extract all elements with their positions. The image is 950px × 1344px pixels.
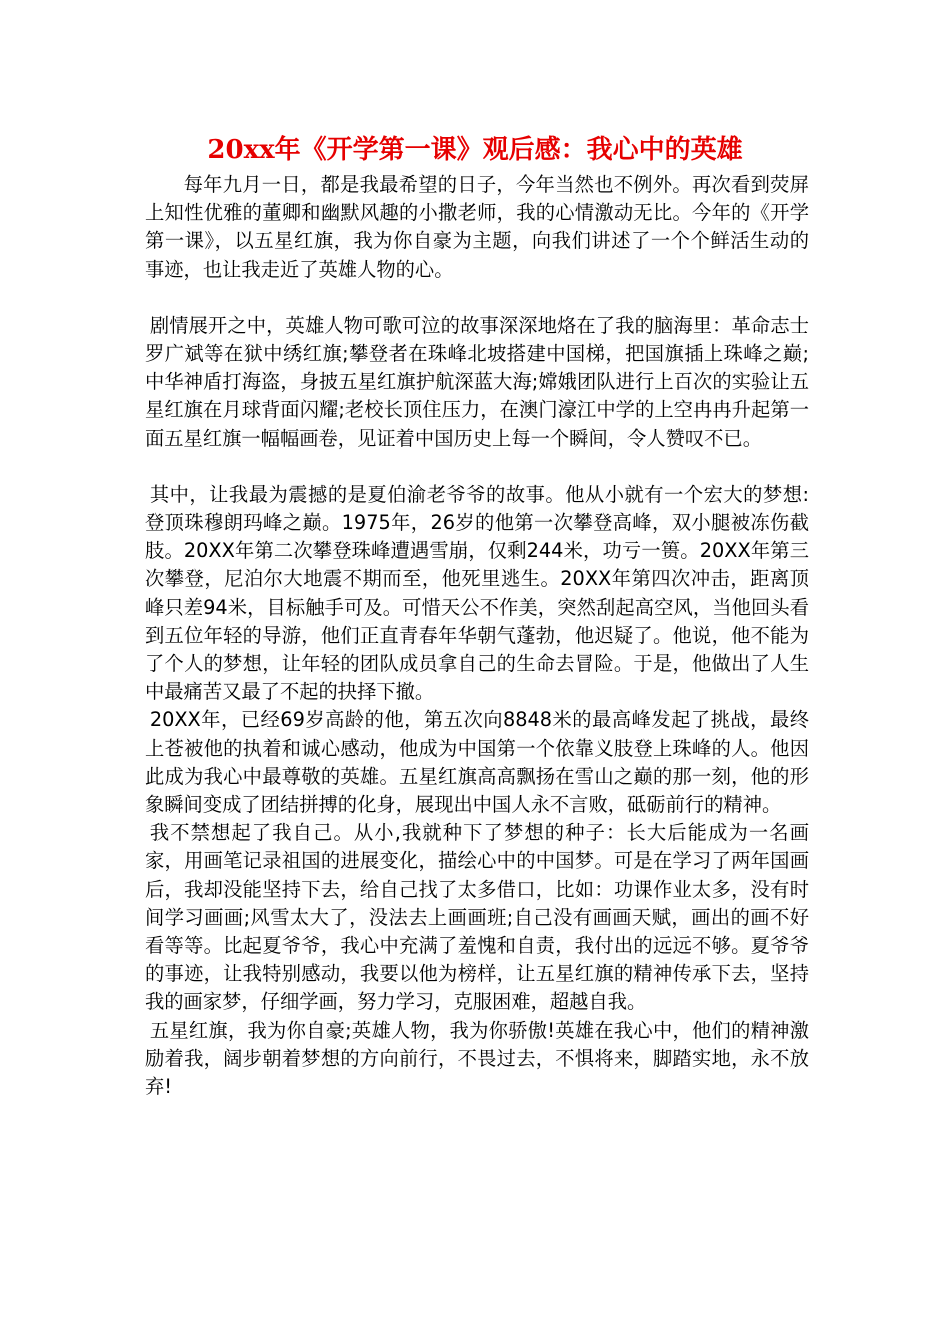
paragraph-story-summary: 剧情展开之中，英雄人物可歌可泣的故事深深地烙在了我的脑海里：革命志士罗广斌等在狱中绣红旗;攀登者在珠峰北坡搭建中国梯，把国旗插上珠峰之巅;中华神盾打海盗，身披五星红旗护航深蓝大海;嫦娥团队进行上百次的实验让五星红旗在月球背面闪耀;老校长顶住压力，在澳门濠江中学的上空冉冉升起第一面五星红旗一幅幅画卷，见证着中国历史上每一个瞬间，令人赞叹不已。 <box>145 313 809 450</box>
document-title: 20xx年《开学第一课》观后感：我心中的英雄 <box>207 135 743 165</box>
paragraph-fifth-climb: 20XX年，已经69岁高龄的他，第五次向8848米的最高峰发起了挑战，最终上苍被他的执着和诚心感动，他成为中国第一个依靠义肢登上珠峰的人。他因此成为我心中最尊敬的英雄。五星红旗高高飘扬在雪山之巅的那一刻，他的形象瞬间变成了团结拼搏的化身，展现出中国人永不言败，砥砺前行的精神。 <box>145 708 809 817</box>
paragraph-intro: 每年九月一日，都是我最希望的日子，今年当然也不例外。再次看到荧屏上知性优雅的董卿和幽默风趣的小撒老师，我的心情激动无比。今年的《开学第一课》，以五星红旗，我为你自豪为主题，向我们讲述了一个个鲜活生动的事迹，也让我走近了英雄人物的心。 <box>145 173 809 281</box>
paragraph-xia-boyu: 其中，让我最为震撼的是夏伯渝老爷爷的故事。他从小就有一个宏大的梦想:登顶珠穆朗玛峰之巅。1975年，26岁的他第一次攀登高峰，双小腿被冻伤截肢。20XX年第二次攀登珠峰遭遇雪崩，仅剩244米，功亏一篑。20XX年第三次攀登，尼泊尔大地震不期而至，他死里逃生。20XX年第四次冲击，距离顶峰只差94米，目标触手可及。可惜天公不作美，突然刮起高空风，当他回头看到五位年轻的导游，他们正直青春年华朝气蓬勃，他迟疑了。他说，他不能为了个人的梦想，让年轻的团队成员拿自己的生命去冒险。于是，他做出了人生中最痛苦又最了不起的抉择下撤。 <box>145 482 809 704</box>
paragraph-gap <box>145 453 809 481</box>
paragraph-gap <box>145 284 809 312</box>
document-body <box>145 171 809 1101</box>
paragraph-reflection: 我不禁想起了我自己。从小,我就种下了梦想的种子：长大后能成为一名画家，用画笔记录祖国的进展变化，描绘心中的中国梦。可是在学习了两年国画后，我却没能坚持下去，给自己找了太多借口，比如：功课作业太多，没有时间学习画画;风雪太大了，没法去上画画班;自己没有画画天赋，画出的画不好看等等。比起夏爷爷，我心中充满了羞愧和自责，我付出的远远不够。夏爷爷的事迹，让我特别感动，我要以他为榜样，让五星红旗的精神传承下去，坚持我的画家梦，仔细学画，努力学习，克服困难，超越自我。 <box>145 821 809 1014</box>
paragraph-conclusion: 五星红旗，我为你自豪;英雄人物，我为你骄傲!英雄在我心中，他们的精神激励着我，阔步朝着梦想的方向前行，不畏过去，不惧将来，脚踏实地，永不放弃! <box>145 1018 809 1099</box>
